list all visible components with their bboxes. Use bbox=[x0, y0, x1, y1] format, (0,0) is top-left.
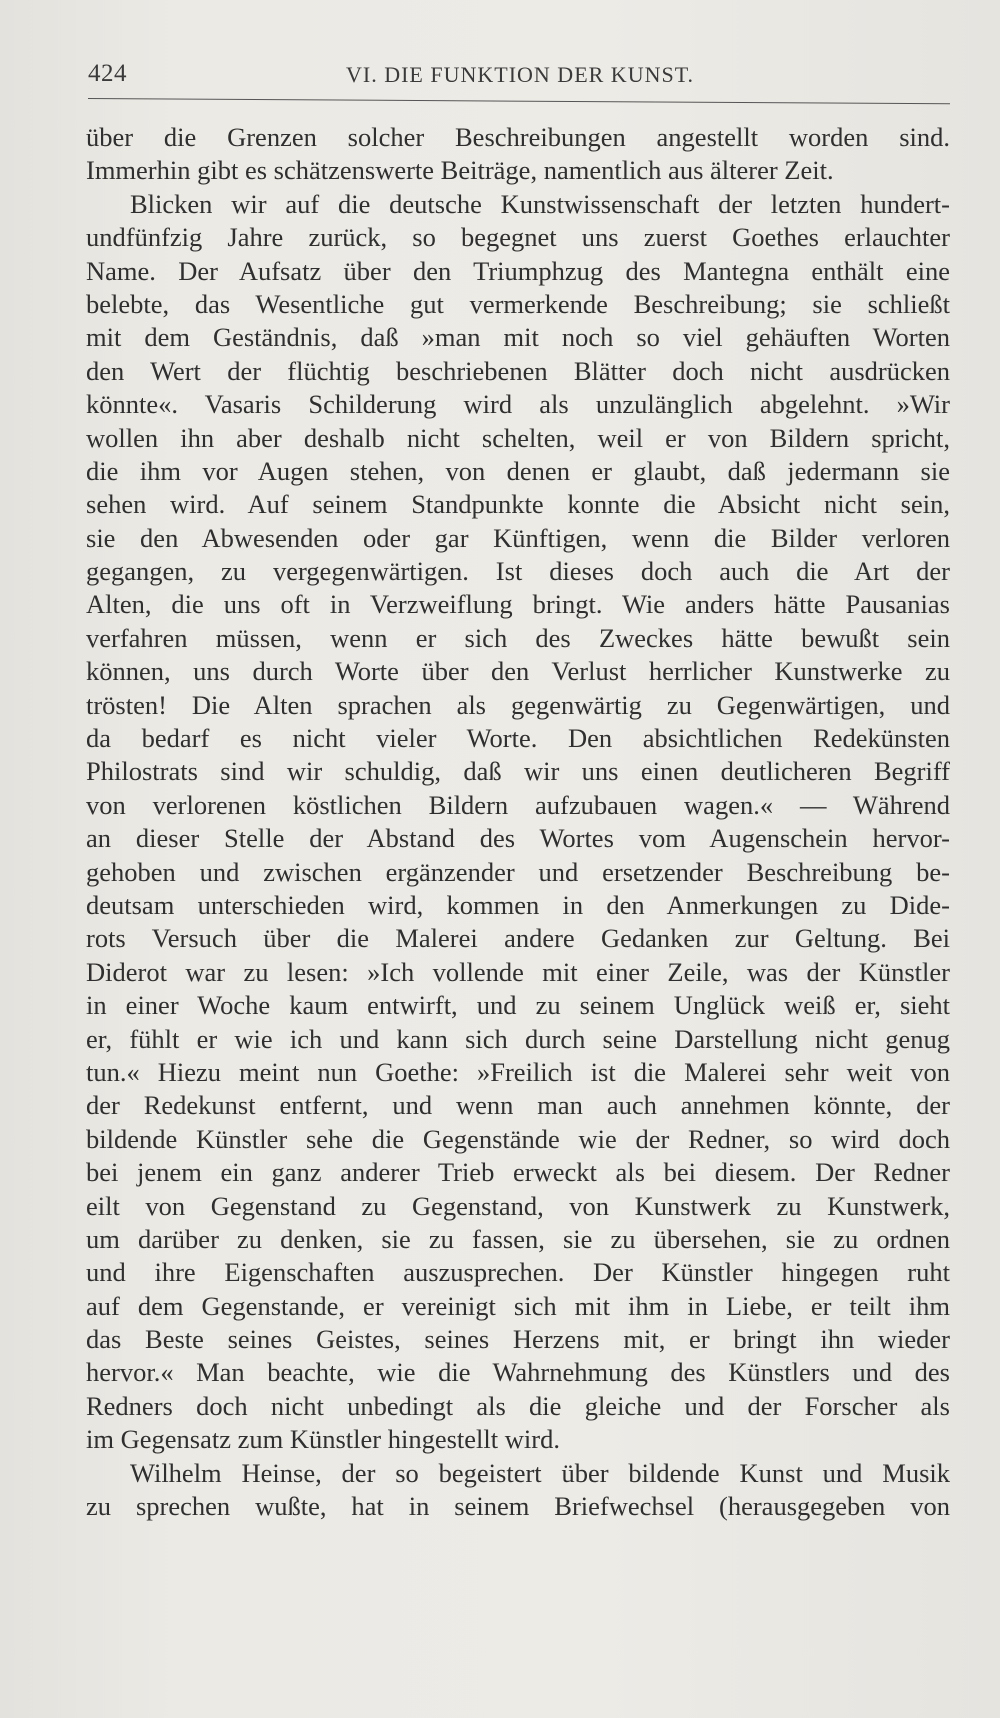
text-line: verfahren müssen, wenn er sich des Zweckes hätte bewußt sein bbox=[86, 622, 950, 653]
text-line: mit dem Geständnis, daß »man mit noch so viel gehäuften Worten bbox=[86, 322, 950, 353]
running-title: VI. DIE FUNKTION DER KUNST. bbox=[346, 62, 695, 87]
text-line: wollen ihn aber deshalb nicht schelten, weil er von Bildern spricht, bbox=[86, 422, 950, 453]
text-line: das Beste seines Geistes, seines Herzens mit, er bringt ihn wieder bbox=[86, 1324, 950, 1355]
text-line: auf dem Gegenstande, er vereinigt sich mit ihm in Liebe, er teilt ihm bbox=[86, 1290, 950, 1321]
text-line: Name. Der Aufsatz über den Triumphzug des Mantegna enthält eine bbox=[86, 255, 950, 286]
text-line: von verlorenen köstlichen Bildern aufzubauen wagen.« — Während bbox=[86, 789, 950, 820]
text-line: sehen wird. Auf seinem Standpunkte konnte die Absicht nicht sein, bbox=[86, 489, 950, 520]
text-line: der Redekunst entfernt, und wenn man auch annehmen könnte, der bbox=[86, 1090, 950, 1121]
page-header bbox=[88, 60, 948, 100]
text-line: Redners doch nicht unbedingt als die gleiche und der Forscher als bbox=[86, 1390, 950, 1421]
text-line: über die Grenzen solcher Beschreibungen angestellt worden sind. bbox=[86, 122, 950, 152]
text-line: deutsam unterschieden wird, kommen in den Anmerkungen zu Dide- bbox=[86, 889, 950, 920]
text-line: den Wert der flüchtig beschriebenen Blätter doch nicht ausdrücken bbox=[86, 355, 950, 386]
text-line: eilt von Gegenstand zu Gegenstand, von Kunstwerk zu Kunstwerk, bbox=[86, 1190, 950, 1221]
page-number: 424 bbox=[88, 60, 127, 87]
text-line: an dieser Stelle der Abstand des Wortes vom Augenschein hervor- bbox=[86, 823, 950, 854]
text-line: die ihm vor Augen stehen, von denen er glaubt, daß jedermann sie bbox=[86, 455, 950, 486]
text-line: und ihre Eigenschaften auszusprechen. Der Künstler hingegen ruht bbox=[86, 1257, 950, 1288]
text-line: hervor.« Man beachte, wie die Wahrnehmung des Künstlers und des bbox=[86, 1357, 950, 1388]
text-line: zu sprechen wußte, hat in seinem Briefwechsel (herausgegeben von bbox=[86, 1491, 950, 1522]
text-line: tun.« Hiezu meint nun Goethe: »Freilich ist die Malerei sehr weit von bbox=[86, 1056, 950, 1087]
text-line: Diderot war zu lesen: »Ich vollende mit einer Zeile, was der Künstler bbox=[86, 956, 950, 987]
text-line: im Gegensatz zum Künstler hingestellt wird. bbox=[86, 1424, 560, 1455]
text-line: sie den Abwesenden oder gar Künftigen, wenn die Bilder verloren bbox=[86, 522, 950, 553]
text-line: bei jenem ein ganz anderer Trieb erweckt als bei diesem. Der Redner bbox=[86, 1157, 950, 1188]
text-line: können, uns durch Worte über den Verlust herrlicher Kunstwerke zu bbox=[86, 656, 950, 687]
text-line: rots Versuch über die Malerei andere Gedanken zur Geltung. Bei bbox=[86, 923, 950, 954]
text-line: undfünfzig Jahre zurück, so begegnet uns zuerst Goethes erlauchter bbox=[86, 222, 950, 253]
text-line: um darüber zu denken, sie zu fassen, sie zu übersehen, sie zu ordnen bbox=[86, 1223, 950, 1254]
text-line: er, fühlt er wie ich und kann sich durch seine Darstellung nicht genug bbox=[86, 1023, 950, 1054]
text-line: könnte«. Vasaris Schilderung wird als unzulänglich abgelehnt. »Wir bbox=[86, 389, 950, 420]
text-line: da bedarf es nicht vieler Worte. Den absichtlichen Redekünsten bbox=[86, 723, 950, 754]
text-line: Blicken wir auf die deutsche Kunstwissenschaft der letzten hundert- bbox=[130, 188, 950, 219]
text-line: in einer Woche kaum entwirft, und zu seinem Unglück weiß er, sieht bbox=[86, 990, 950, 1021]
text-line: trösten! Die Alten sprachen als gegenwärtig zu Gegenwärtigen, und bbox=[86, 689, 950, 720]
text-line: Immerhin gibt es schätzenswerte Beiträge, namentlich aus älterer Zeit. bbox=[86, 155, 834, 186]
text-line: gehoben und zwischen ergänzender und ersetzender Beschreibung be- bbox=[86, 856, 950, 887]
text-line: gegangen, zu vergegenwärtigen. Ist dieses doch auch die Art der bbox=[86, 556, 950, 587]
body-text bbox=[86, 121, 950, 1523]
text-line: Wilhelm Heinse, der so begeistert über bildende Kunst und Musik bbox=[130, 1457, 950, 1488]
text-line: belebte, das Wesentliche gut vermerkende Beschreibung; sie schließt bbox=[86, 288, 950, 319]
text-line: Alten, die uns oft in Verzweiflung bringt. Wie anders hätte Pausanias bbox=[86, 589, 950, 620]
text-line: Philostrats sind wir schuldig, daß wir uns einen deutlicheren Begriff bbox=[86, 756, 950, 787]
text-line: bildende Künstler sehe die Gegenstände wie der Redner, so wird doch bbox=[86, 1123, 950, 1154]
